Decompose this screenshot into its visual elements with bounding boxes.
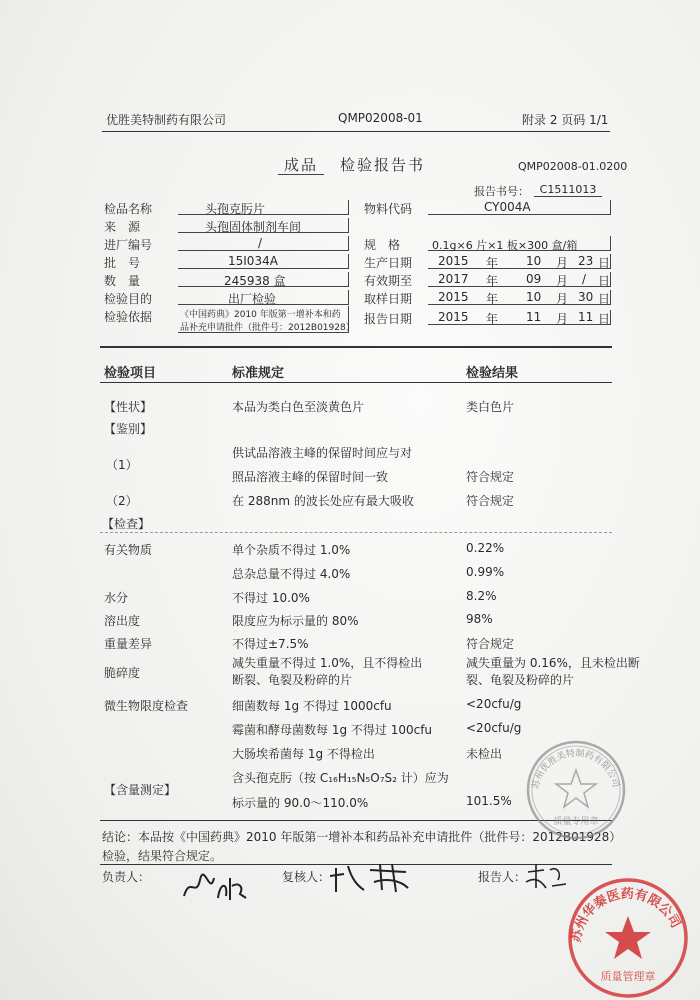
info-value-material-code: CY004A	[484, 200, 531, 214]
unit-month: 月	[556, 256, 569, 270]
info-value-spec: 0.1g×6 片×1 板×300 盒/箱	[432, 239, 578, 252]
row-standard: 霉菌和酵母菌数每 1g 不得过 100cfu	[232, 723, 433, 737]
row-standard: 不得过±7.5%	[232, 637, 309, 651]
row-item: 脆碎度	[104, 666, 141, 680]
info-label-report-date: 报告日期	[364, 312, 413, 326]
unit-day: 日	[598, 312, 611, 326]
info-value-basis-line1: 《中国药典》2010 年版第一增补本和药	[180, 310, 341, 320]
row-standard-line1: 减失重量不得过 1.0%，且不得检出	[232, 656, 423, 670]
row-standard: 在 288nm 的波长处应有最大吸收	[232, 494, 414, 508]
expiry-year: 2017	[438, 272, 469, 286]
row-standard: 大肠埃希菌每 1g 不得检出	[232, 747, 375, 761]
row-item: 有关物质	[104, 543, 153, 557]
row-result: <20cfu/g	[466, 697, 522, 711]
row-standard: 总杂总量不得过 4.0%	[232, 567, 351, 581]
report-title-prefix: 成品	[278, 154, 324, 175]
unit-day: 日	[598, 292, 611, 306]
unit-month: 月	[556, 274, 569, 288]
report-title: 检验报告书	[340, 156, 426, 174]
info-separator	[100, 346, 612, 348]
row-result-line2: 裂、龟裂及粉碎的片	[466, 673, 575, 687]
faded-stamp-text: 苏州优胜美特制药有限公司	[531, 748, 621, 790]
row-item: 溶出度	[104, 614, 141, 628]
info-label-spec: 规 格	[364, 238, 401, 252]
info-label-batch: 批 号	[104, 256, 141, 270]
row-result: 101.5%	[466, 794, 512, 808]
sampling-year: 2015	[438, 290, 469, 304]
unit-day: 日	[598, 274, 611, 288]
report-number-label: 报告书号：	[474, 185, 529, 198]
unit-month: 月	[556, 312, 569, 326]
info-value-entry-no: /	[258, 236, 263, 250]
conclusion-line1: 结论：本品按《中国药典》2010 年版第一增补本和药品补充申请批件（批件号：2012B01928）	[102, 830, 622, 844]
info-label-purpose: 检验目的	[104, 292, 153, 306]
row-item: 【性状】	[104, 400, 153, 414]
production-day: 23	[578, 254, 594, 268]
unit-year: 年	[486, 312, 499, 326]
reviewer-signature	[330, 860, 410, 896]
row-standard: 不得过 10.0%	[232, 591, 310, 605]
row-result: 未检出	[466, 747, 503, 761]
column-header-result: 检验结果	[466, 366, 519, 381]
row-standard-line1: 含头孢克肟（按 C₁₆H₁₅N₅O₇S₂ 计）应为	[232, 771, 449, 785]
faded-stamp-sub: 质量专用章	[553, 817, 599, 827]
info-value-batch: 15I034A	[228, 254, 278, 268]
info-label-production-date: 生产日期	[364, 256, 413, 270]
row-standard: 供试品溶液主峰的保留时间应与对	[232, 446, 413, 460]
info-value-source: 头孢固体制剂车间	[205, 220, 302, 234]
unit-month: 月	[556, 292, 569, 306]
row-item: （2）	[106, 494, 138, 508]
row-result: 符合规定	[466, 494, 515, 508]
row-result-line1: 减失重量为 0.16%，且未检出断	[466, 656, 640, 670]
row-result: 符合规定	[466, 637, 515, 651]
row-result: 0.99%	[466, 565, 505, 579]
row-item: 【含量测定】	[104, 783, 177, 797]
unit-year: 年	[486, 274, 499, 288]
expiry-month: 09	[526, 272, 542, 286]
company-name: 优胜美特制药有限公司	[106, 113, 227, 127]
row-standard: 细菌数每 1g 不得过 1000cfu	[232, 699, 392, 713]
sampling-month: 10	[526, 290, 542, 304]
row-standard: 单个杂质不得过 1.0%	[232, 543, 351, 557]
info-label-entry-no: 进厂编号	[104, 238, 153, 252]
row-item: 重量差异	[104, 637, 153, 651]
unit-day: 日	[598, 256, 611, 270]
info-value-quantity: 245938 盒	[224, 274, 286, 288]
info-label-sampling-date: 取样日期	[364, 292, 413, 306]
responsible-signature	[180, 868, 250, 904]
unit-year: 年	[486, 256, 499, 270]
report-year: 2015	[438, 310, 469, 324]
column-header-item: 检验项目	[104, 366, 157, 381]
production-year: 2015	[438, 254, 469, 268]
unit-year: 年	[486, 292, 499, 306]
section-rule	[100, 532, 612, 533]
info-value-product: 头孢克肟片	[205, 202, 266, 216]
info-label-material-code: 物料代码	[364, 202, 413, 216]
row-item: 【检查】	[102, 517, 151, 531]
row-standard: 本品为类白色至淡黄色片	[232, 400, 365, 414]
quality-stamp-faded	[524, 738, 628, 842]
info-value-basis-line2: 品补充申请批件（批件号：2012B01928）	[180, 323, 355, 333]
reporter-signature	[524, 862, 568, 892]
expiry-day: /	[582, 272, 587, 286]
production-month: 10	[526, 254, 542, 268]
row-result: 0.22%	[466, 541, 505, 555]
report-month: 11	[526, 310, 542, 324]
info-label-source: 来 源	[104, 220, 141, 234]
row-result: 98%	[466, 612, 493, 626]
info-value-purpose: 出厂检验	[228, 292, 277, 306]
row-result: 类白色片	[466, 400, 515, 414]
header-rule	[102, 131, 610, 132]
info-label-basis: 检验依据	[104, 310, 153, 324]
info-label-expiry-date: 有效期至	[364, 274, 413, 288]
appendix-page: 附录 2 页码 1/1	[522, 113, 609, 127]
row-result: 符合规定	[466, 470, 515, 484]
report-number: C1511013	[534, 183, 602, 197]
row-standard-line2: 标示量的 90.0～110.0%	[232, 796, 369, 810]
red-quality-stamp	[566, 876, 690, 1000]
row-standard: 限度应为标示量的 80%	[232, 614, 359, 628]
reporter-label: 报告人：	[478, 870, 527, 884]
reviewer-label: 复核人：	[282, 870, 331, 884]
form-code: QMP02008-01.0200	[518, 160, 628, 173]
row-result: <20cfu/g	[466, 721, 522, 735]
row-item: 微生物限度检查	[104, 699, 189, 713]
row-result: 8.2%	[466, 589, 497, 603]
report-day: 11	[578, 310, 594, 324]
red-stamp-text: 苏州华秦医药有限公司	[568, 886, 683, 944]
row-item: 水分	[104, 591, 129, 605]
info-label-product: 检品名称	[104, 202, 153, 216]
doc-code: QMP02008-01	[338, 111, 423, 125]
conclusion-line2: 检验，结果符合规定。	[102, 849, 223, 863]
red-stamp-sub: 质量管理章	[600, 970, 656, 983]
sampling-day: 30	[578, 290, 594, 304]
row-standard-line2: 断裂、龟裂及粉碎的片	[232, 673, 353, 687]
info-label-quantity: 数 量	[104, 274, 141, 288]
row-standard: 照品溶液主峰的保留时间一致	[232, 470, 389, 484]
responsible-label: 负责人：	[102, 870, 151, 884]
row-item: 【鉴别】	[104, 422, 153, 436]
row-item: （1）	[106, 458, 138, 472]
column-header-standard: 标准规定	[232, 366, 285, 381]
table-header-rule	[100, 382, 612, 383]
